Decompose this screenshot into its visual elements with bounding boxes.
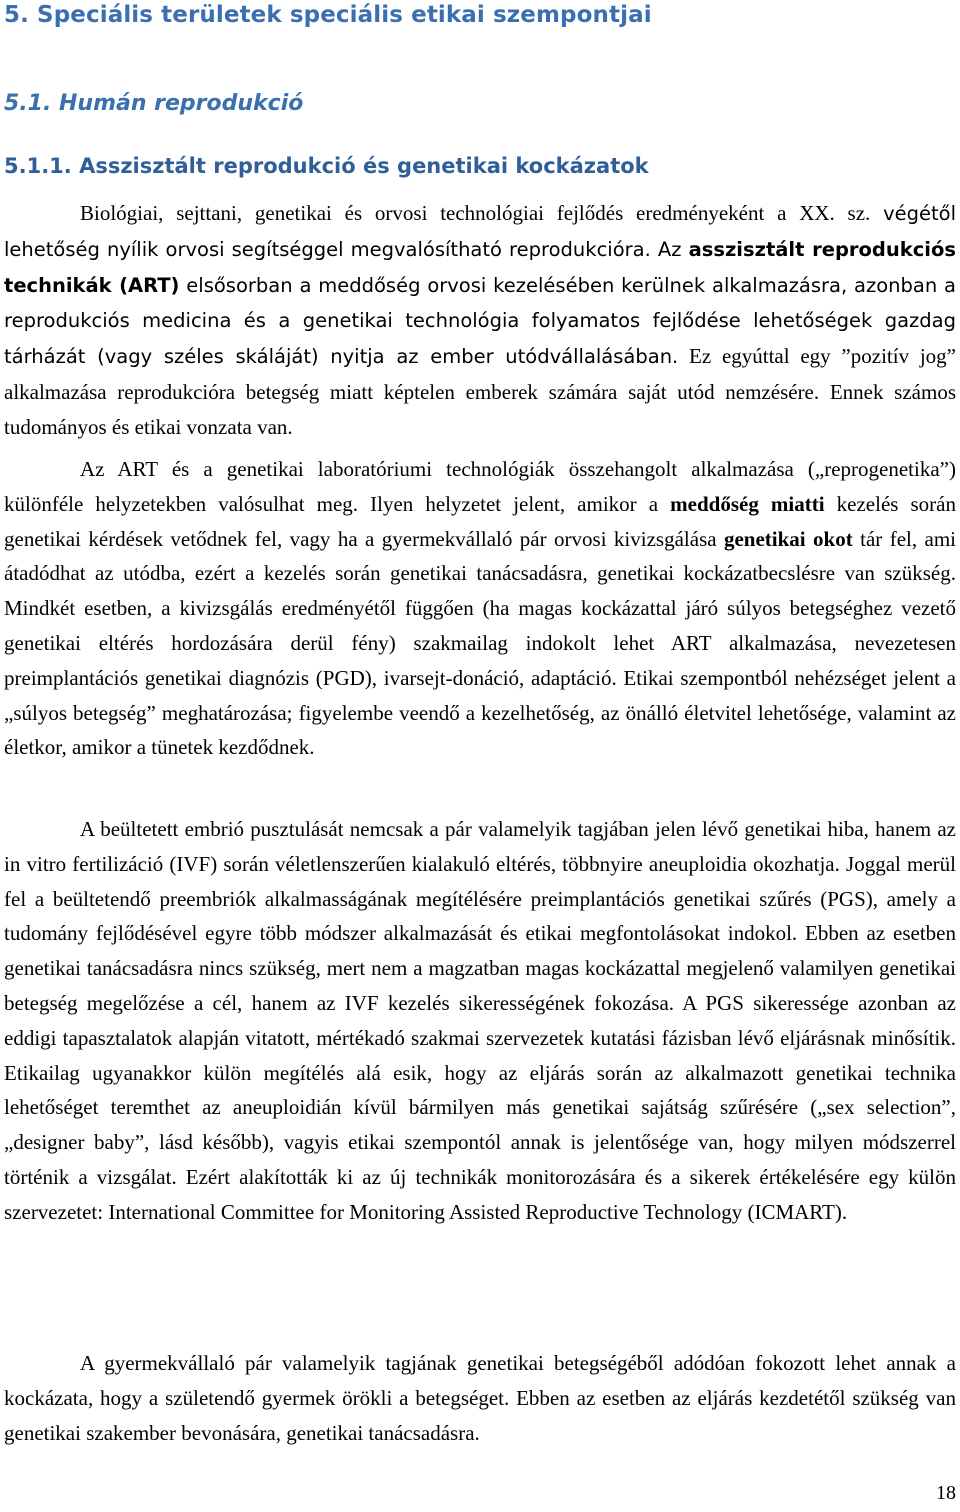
page-number: 18 [936, 1482, 956, 1504]
p1-text-a: Biológiai, sejttani, genetikai és orvosi technológiai fejlődés eredményeként a XX. sz. [80, 201, 884, 225]
p1-bold-term: asszisztált reprodukciós technikák (ART) [4, 237, 956, 297]
paragraph-1 [4, 196, 956, 445]
p1-text-c: elsősorban a meddőség orvosi kezelésében kerülnek alkalmazásra, azonban a reprodukciós medicina és a genetikai technológia folyamatos fejlődése lehetőségek gazdag tárházát (vagy széles skáláját) nyitja az ember utódvállalásában. [4, 273, 956, 369]
p4-text: A gyermekvállaló pár valamelyik tagjának genetikai betegségéből adódóan fokozott lehet annak a kockázata, hogy a születendő gyermek örökli a betegséget. Ebben az esetben az eljárás kezdetétől szükség van genetikai szakember bevonására, genetikai tanácsadásra. [4, 1351, 956, 1445]
subsection-heading: 5.1.1. Asszisztált reprodukció és genetikai kockázatok [4, 154, 649, 178]
p2-text-a: Az ART és a genetikai laboratóriumi technológiák összehangolt alkalmazása („reprogenetika”) különféle helyzetekben valósulhat meg. Ilyen helyzetet jelent, amikor a [4, 457, 956, 516]
p1-text-d: Ez egyúttal egy ”pozitív jog” alkalmazása reprodukcióra betegség miatt képtelen emberek számára saját utód nemzésére. Ennek számos tudományos és etikai vonzata van. [4, 344, 956, 439]
paragraph-3 [4, 812, 956, 1230]
p2-bold-infertility: meddőség miatti [670, 491, 825, 516]
p3-text: A beültetett embrió pusztulását nemcsak a pár valamelyik tagjában jelen lévő genetikai hiba, hanem az in vitro fertilizáció (IVF) során véletlenszerűen kialakuló eltérés, többnyire aneuploidia okozhatja. Joggal merül fel a beültetendő preembriók alkalmasságának megítélésére preimplantációs genetikai szűrés (PGS), amely a tudomány fejlődésével egyre több módszer alkalmazását és etikai megfontolásokat indokol. Ebben az esetben genetikai tanácsadásra nincs szükség, mert nem a magzatban magas kockázattal megjelenő valamilyen genetikai betegség megelőzése a cél, hanem az IVF kezelés sikerességének fokozása. A PGS sikeressége azonban az eddigi tapasztalatok alapján vitatott, mértékadó szakmai szervezetek kutatási fázisban lévő eljárásnak minősítik. Etikailag ugyanakkor külön megítélés alá esik, hogy az eljárás során az alkalmazott genetikai technika lehetőséget teremthet az aneuploidián kívül bármilyen más genetikai sajátság szűrésére („sex selection”, „designer baby”, lásd később), vagyis etikai szempontól annak is jelentősége van, hogy milyen módszerrel történik a vizsgálat. Ezért alakították ki az új technikák monitorozására és a sikerek értékelésére egy külön szervezetet: International Committee for Monitoring Assisted Reproductive Technology (ICMART). [4, 817, 956, 1224]
p1-text-b: végétől lehetőség nyílik orvosi segítséggel megvalósítható reprodukcióra. Az [4, 202, 956, 261]
p2-text-c: tár fel, ami átadódhat az utódba, ezért a kezelés során genetikai tanácsadásra, genetikai kockázatbecslésre van szükség. Mindkét esetben, a kivizsgálás eredményétől függően (ha magas kockázattal járó súlyos betegséghez vezető genetikai eltérés hordozására derül fény) szakmailag indokolt lehet ART alkalmazása, nevezetesen preimplantációs genetikai diagnózis (PGD), ivarsejt-donáció, adaptáció. Etikai szempontból nehézséget jelent a „súlyos betegség” meghatározása; figyelembe veendő a kezelhetőség, az önálló életvitel lehetősége, valamint az életkor, amikor a tünetek kezdődnek. [4, 526, 956, 760]
section-heading: 5.1. Humán reprodukció [4, 91, 304, 116]
chapter-heading: 5. Speciális területek speciális etikai szempontjai [4, 2, 652, 28]
paragraph-4 [4, 1346, 956, 1450]
p2-bold-genetic-cause: genetikai okot [723, 526, 853, 551]
paragraph-2 [4, 452, 956, 765]
p2-text-b: kezelés során genetikai kérdések vetődnek fel, vagy ha a gyermekvállaló pár orvosi kivizsgálása [4, 491, 956, 551]
